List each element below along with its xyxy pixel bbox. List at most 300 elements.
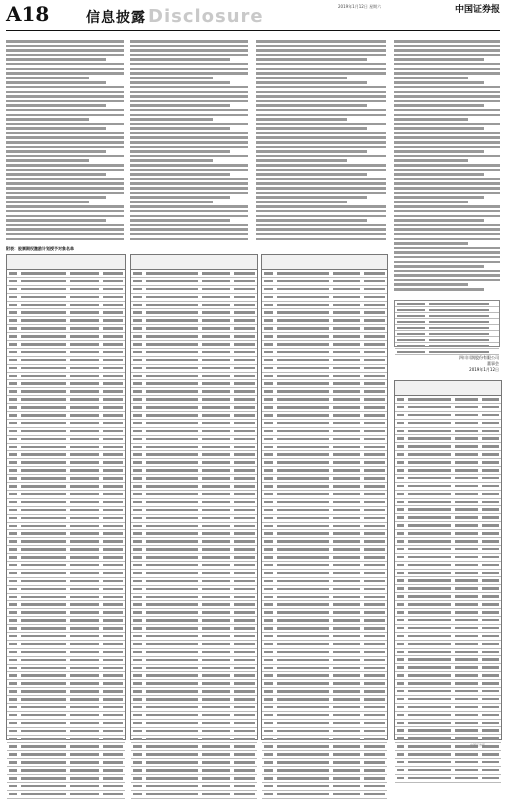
table-row <box>131 515 257 523</box>
table-row <box>262 365 387 373</box>
table-cell <box>234 667 255 670</box>
table-row <box>7 578 125 586</box>
table-cell <box>364 430 385 433</box>
table-cell <box>202 793 230 796</box>
table-cell <box>408 477 452 480</box>
table-cell <box>202 698 230 701</box>
table-cell <box>277 667 329 670</box>
table-row <box>395 727 501 735</box>
table-cell <box>397 611 404 614</box>
text-line <box>130 215 248 218</box>
table-cell <box>277 564 329 567</box>
table-cell <box>364 390 385 393</box>
table-row <box>7 696 125 704</box>
table-cell <box>234 375 255 378</box>
table-cell <box>364 627 385 630</box>
table-cell <box>103 635 123 638</box>
table-cell <box>455 777 478 780</box>
text-line <box>256 63 386 66</box>
table-row <box>7 491 125 499</box>
table-cell <box>234 745 255 748</box>
table-row <box>262 388 387 396</box>
table-cell <box>103 572 123 575</box>
table-cell <box>234 430 255 433</box>
table-row <box>131 388 257 396</box>
table-cell <box>455 587 478 590</box>
header-rule <box>6 30 500 31</box>
table-cell <box>103 469 123 472</box>
table-cell <box>397 745 404 748</box>
text-line <box>6 45 124 48</box>
table-cell <box>408 572 452 575</box>
table-cell <box>264 793 273 796</box>
table-row <box>262 373 387 381</box>
table-cell <box>103 398 123 401</box>
text-line <box>256 233 386 236</box>
table-cell <box>103 745 123 748</box>
table-cell <box>202 501 230 504</box>
table-cell <box>133 722 142 725</box>
table-row <box>7 704 125 712</box>
table-row <box>395 530 501 538</box>
table-cell <box>333 588 360 591</box>
table-cell <box>9 627 17 630</box>
table-row <box>7 672 125 680</box>
table-cell <box>202 398 230 401</box>
text-line <box>6 192 124 195</box>
table-cell <box>202 596 230 599</box>
info-cell <box>429 303 489 305</box>
table-cell <box>364 753 385 756</box>
table-cell <box>277 398 329 401</box>
table-cell <box>333 280 360 283</box>
table-cell <box>9 280 17 283</box>
table-cell <box>333 635 360 638</box>
info-cell <box>397 315 425 317</box>
text-line <box>394 40 500 43</box>
table-cell <box>364 288 385 291</box>
table-cell <box>103 319 123 322</box>
table-row <box>395 538 501 546</box>
table-cell <box>21 682 67 685</box>
table-cell <box>333 509 360 512</box>
table-cell <box>234 335 255 338</box>
table-cell <box>264 477 273 480</box>
table-row <box>262 672 387 680</box>
table-cell <box>264 659 273 662</box>
table-cell <box>70 493 99 496</box>
table-row <box>7 641 125 649</box>
table-cell <box>202 351 230 354</box>
table-cell <box>103 753 123 756</box>
table-cell <box>234 367 255 370</box>
table-cell <box>234 296 255 299</box>
table-cell <box>277 288 329 291</box>
table-cell <box>133 335 142 338</box>
table-cell <box>482 548 499 551</box>
table-cell <box>202 272 230 275</box>
table-cell <box>103 674 123 677</box>
table-cell <box>364 477 385 480</box>
table-row <box>7 649 125 657</box>
table-cell <box>482 761 499 764</box>
table-cell <box>202 532 230 535</box>
table-cell <box>133 461 142 464</box>
table-cell <box>397 627 404 630</box>
table-header <box>395 381 501 396</box>
table-cell <box>408 611 452 614</box>
table-cell <box>202 667 230 670</box>
table-cell <box>397 540 404 543</box>
table-cell <box>9 651 17 654</box>
table-cell <box>9 311 17 314</box>
table-cell <box>277 777 329 780</box>
table-cell <box>146 272 199 275</box>
table-cell <box>103 540 123 543</box>
table-cell <box>133 777 142 780</box>
table-cell <box>146 398 199 401</box>
info-cell <box>429 315 489 317</box>
table-cell <box>234 469 255 472</box>
table-cell <box>277 619 329 622</box>
table-cell <box>333 627 360 630</box>
table-cell <box>202 461 230 464</box>
table-row <box>131 412 257 420</box>
table-cell <box>202 485 230 488</box>
text-line <box>6 173 106 176</box>
table-cell <box>9 588 17 591</box>
table-cell <box>277 525 329 528</box>
table-cell <box>397 414 404 417</box>
text-line <box>130 91 248 94</box>
text-line <box>6 196 106 199</box>
table-cell <box>21 777 67 780</box>
table-cell <box>408 769 452 772</box>
text-line <box>6 68 124 71</box>
table-cell <box>103 793 123 796</box>
text-line <box>394 104 484 107</box>
table-row <box>131 428 257 436</box>
table-cell <box>234 517 255 520</box>
table-cell <box>9 296 17 299</box>
table-cell <box>482 485 499 488</box>
table-cell <box>202 619 230 622</box>
table-cell <box>21 327 67 330</box>
table-cell <box>21 272 67 275</box>
table-cell <box>408 674 452 677</box>
table-row <box>262 680 387 688</box>
table-cell <box>146 351 199 354</box>
table-cell <box>21 564 67 567</box>
text-line <box>256 205 386 208</box>
table-cell <box>70 722 99 725</box>
table-cell <box>277 406 329 409</box>
table-cell <box>202 280 230 283</box>
table-row <box>131 554 257 562</box>
table-cell <box>70 446 99 449</box>
table-cell <box>9 603 17 606</box>
table-cell <box>364 785 385 788</box>
table-cell <box>333 272 360 275</box>
table-row <box>7 507 125 515</box>
table-cell <box>333 564 360 567</box>
table-row <box>131 649 257 657</box>
table-row <box>262 286 387 294</box>
table-cell <box>333 580 360 583</box>
text-line <box>130 155 248 158</box>
table-cell <box>333 753 360 756</box>
table-cell <box>70 745 99 748</box>
table-row <box>395 483 501 491</box>
table-header <box>7 255 125 270</box>
table-cell <box>264 730 273 733</box>
table-cell <box>21 667 67 670</box>
table-cell <box>9 714 17 717</box>
table-cell <box>455 753 478 756</box>
table-row <box>262 554 387 562</box>
text-line <box>6 201 89 204</box>
text-line <box>256 219 367 222</box>
table-row <box>7 594 125 602</box>
table-cell <box>103 272 123 275</box>
table-row <box>7 743 125 751</box>
table-cell <box>146 753 199 756</box>
table-cell <box>264 525 273 528</box>
table-cell <box>202 745 230 748</box>
table-cell <box>70 564 99 567</box>
table-row <box>7 562 125 570</box>
table-row <box>262 704 387 712</box>
table-cell <box>455 737 478 740</box>
table-row <box>7 633 125 641</box>
table-row <box>7 767 125 775</box>
table-cell <box>70 682 99 685</box>
table-row <box>131 657 257 665</box>
text-line <box>6 182 124 185</box>
table-cell <box>333 556 360 559</box>
table-row <box>7 357 125 365</box>
table-cell <box>146 659 199 662</box>
table-cell <box>333 651 360 654</box>
table-cell <box>397 564 404 567</box>
table-cell <box>9 785 17 788</box>
table-cell <box>234 343 255 346</box>
text-line <box>6 81 106 84</box>
text-line <box>256 178 386 181</box>
table-cell <box>70 738 99 741</box>
table-row <box>262 649 387 657</box>
table-cell <box>482 572 499 575</box>
info-cell <box>429 333 489 335</box>
table-cell <box>202 414 230 417</box>
table-cell <box>103 422 123 425</box>
table-cell <box>21 580 67 583</box>
table-cell <box>408 445 452 448</box>
table-cell <box>333 793 360 796</box>
text-line <box>256 159 347 162</box>
table-cell <box>202 730 230 733</box>
table-cell <box>397 422 404 425</box>
table-row <box>262 396 387 404</box>
table-cell <box>146 777 199 780</box>
table-cell <box>133 288 142 291</box>
table-cell <box>103 438 123 441</box>
table-cell <box>21 422 67 425</box>
table-row <box>131 459 257 467</box>
table-cell <box>146 296 199 299</box>
table-cell <box>9 501 17 504</box>
table-cell <box>9 446 17 449</box>
info-cell <box>397 303 425 305</box>
table-row <box>7 325 125 333</box>
table-cell <box>133 272 142 275</box>
table-cell <box>21 311 67 314</box>
table-cell <box>408 406 452 409</box>
table-cell <box>482 564 499 567</box>
table-cell <box>202 367 230 370</box>
table-row <box>395 420 501 428</box>
table-row <box>262 341 387 349</box>
table-cell <box>264 745 273 748</box>
table-cell <box>364 493 385 496</box>
table-cell <box>277 738 329 741</box>
table-cell <box>455 666 478 669</box>
text-line <box>394 95 500 98</box>
table-cell <box>397 524 404 527</box>
table-cell <box>9 548 17 551</box>
table-cell <box>234 682 255 685</box>
table-cell <box>9 682 17 685</box>
table-cell <box>146 730 199 733</box>
table-cell <box>21 611 67 614</box>
table-cell <box>146 698 199 701</box>
table-cell <box>9 438 17 441</box>
text-line <box>256 192 386 195</box>
table-cell <box>455 619 478 622</box>
table-cell <box>133 351 142 354</box>
table-cell <box>70 517 99 520</box>
table-cell <box>234 525 255 528</box>
table-cell <box>364 659 385 662</box>
table-cell <box>146 635 199 638</box>
table-row <box>395 759 501 767</box>
table-cell <box>70 398 99 401</box>
info-cell <box>429 351 489 353</box>
text-line <box>256 104 367 107</box>
table-row <box>262 475 387 483</box>
table-cell <box>70 288 99 291</box>
table-cell <box>21 698 67 701</box>
table-cell <box>333 390 360 393</box>
table-cell <box>333 319 360 322</box>
table-cell <box>103 311 123 314</box>
table-row <box>262 436 387 444</box>
table-cell <box>397 469 404 472</box>
table-cell <box>9 793 17 796</box>
table-cell <box>234 272 255 275</box>
table-cell <box>397 690 404 693</box>
table-cell <box>103 548 123 551</box>
text-line <box>394 224 500 227</box>
table-cell <box>333 414 360 417</box>
table-cell <box>397 769 404 772</box>
table-row <box>131 451 257 459</box>
table-row <box>131 467 257 475</box>
table-cell <box>133 477 142 480</box>
table-cell <box>455 461 478 464</box>
table-row <box>7 523 125 531</box>
table-cell <box>133 453 142 456</box>
table-cell <box>21 745 67 748</box>
table-cell <box>202 438 230 441</box>
text-column-3 <box>256 40 386 242</box>
table-cell <box>333 438 360 441</box>
text-line <box>394 233 500 236</box>
table-row <box>7 341 125 349</box>
table-cell <box>333 359 360 362</box>
table-cell <box>264 738 273 741</box>
info-cell <box>397 309 425 311</box>
table-cell <box>333 682 360 685</box>
table-row <box>131 309 257 317</box>
info-cell <box>429 309 489 311</box>
table-row <box>7 349 125 357</box>
table-cell <box>482 398 499 401</box>
table-cell <box>9 375 17 378</box>
table-cell <box>70 611 99 614</box>
text-line <box>130 164 248 167</box>
table-cell <box>482 532 499 535</box>
table-cell <box>146 493 199 496</box>
table-cell <box>70 304 99 307</box>
table-row <box>131 625 257 633</box>
table-cell <box>408 643 452 646</box>
table-cell <box>364 596 385 599</box>
table-cell <box>264 769 273 772</box>
table-cell <box>397 603 404 606</box>
table-row <box>262 294 387 302</box>
table-cell <box>333 730 360 733</box>
text-line <box>130 123 248 126</box>
table-cell <box>364 611 385 614</box>
table-cell <box>408 666 452 669</box>
table-cell <box>277 493 329 496</box>
table-cell <box>364 706 385 709</box>
table-cell <box>21 517 67 520</box>
table-cell <box>21 359 67 362</box>
table-cell <box>9 398 17 401</box>
table-cell <box>455 611 478 614</box>
table-cell <box>397 445 404 448</box>
table-cell <box>202 304 230 307</box>
table-cell <box>364 304 385 307</box>
table-cell <box>364 745 385 748</box>
text-line <box>6 91 124 94</box>
table-cell <box>264 556 273 559</box>
text-line <box>256 118 347 121</box>
table-row <box>7 617 125 625</box>
table-cell <box>455 398 478 401</box>
table-cell <box>234 304 255 307</box>
table-cell <box>21 769 67 772</box>
text-line <box>256 136 386 139</box>
table-cell <box>21 485 67 488</box>
table-cell <box>103 288 123 291</box>
table-cell <box>133 327 142 330</box>
table-cell <box>364 603 385 606</box>
table-cell <box>202 659 230 662</box>
table-cell <box>133 367 142 370</box>
